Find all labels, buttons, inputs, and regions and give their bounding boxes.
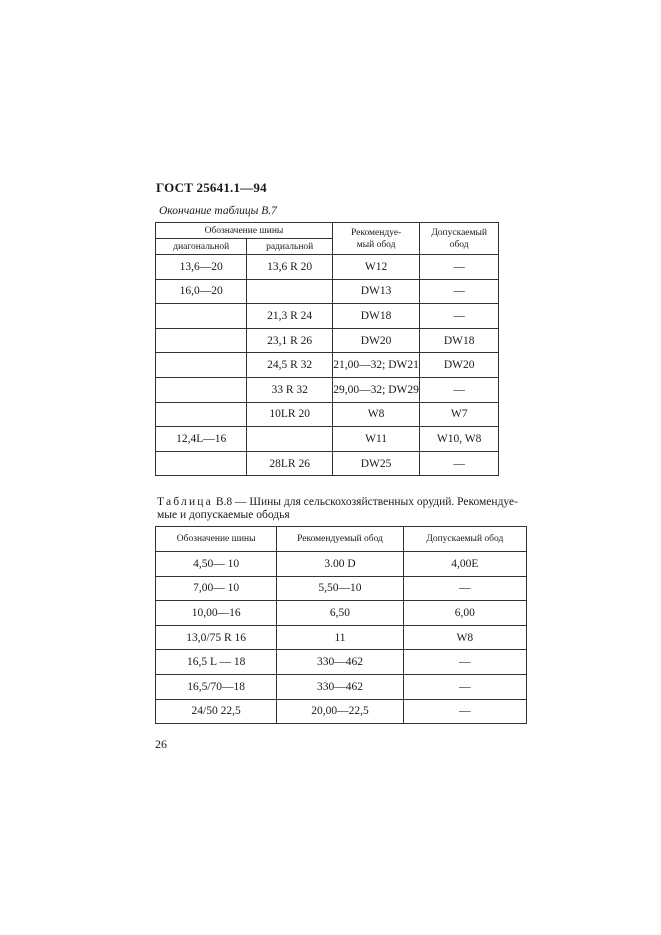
cell-recommended: 5,50—10 bbox=[277, 576, 403, 601]
cell-diagonal bbox=[156, 328, 247, 353]
cell-radial: 23,1 R 26 bbox=[247, 328, 332, 353]
cell-permitted: 4,00E bbox=[403, 552, 526, 577]
cell-permitted: DW18 bbox=[420, 328, 499, 353]
table2-caption-line2: мые и допускаемые ободья bbox=[157, 509, 290, 521]
cell-recommended: 11 bbox=[277, 625, 403, 650]
header-radial: радиальной bbox=[247, 239, 332, 255]
cell-recommended: 21,00—32; DW21 bbox=[332, 353, 419, 378]
table-row bbox=[156, 377, 499, 402]
cell-diagonal: 16,0—20 bbox=[156, 279, 247, 304]
table-row bbox=[156, 279, 499, 304]
cell-diagonal bbox=[156, 304, 247, 329]
table-row bbox=[156, 328, 499, 353]
cell-recommended: DW13 bbox=[332, 279, 419, 304]
table2-caption-label: Таблица bbox=[157, 496, 213, 508]
cell-radial: 24,5 R 32 bbox=[247, 353, 332, 378]
cell-permitted: W10, W8 bbox=[420, 427, 499, 452]
cell-radial: 28LR 26 bbox=[247, 451, 332, 476]
cell-tire: 10,00—16 bbox=[156, 601, 277, 626]
table-row bbox=[156, 576, 527, 601]
cell-permitted: — bbox=[403, 650, 526, 675]
table2-caption-text: В.8 — Шины для сельскохозяйственных орудий. Рекомендуе- bbox=[215, 496, 518, 508]
table-row bbox=[156, 353, 499, 378]
cell-permitted: — bbox=[403, 576, 526, 601]
cell-permitted: — bbox=[420, 255, 499, 280]
document-header: ГОСТ 25641.1—94 bbox=[156, 180, 267, 195]
table-b8 bbox=[155, 526, 527, 724]
cell-permitted: 6,00 bbox=[403, 601, 526, 626]
cell-diagonal: 13,6—20 bbox=[156, 255, 247, 280]
cell-recommended: W8 bbox=[332, 402, 419, 427]
cell-permitted: DW20 bbox=[420, 353, 499, 378]
cell-diagonal bbox=[156, 451, 247, 476]
table-row bbox=[156, 304, 499, 329]
cell-permitted: W8 bbox=[403, 625, 526, 650]
cell-permitted: — bbox=[403, 699, 526, 724]
cell-recommended: 330—462 bbox=[277, 650, 403, 675]
table2-caption bbox=[157, 496, 539, 522]
cell-tire: 16,5 L — 18 bbox=[156, 650, 277, 675]
header-diagonal: диагональной bbox=[156, 239, 247, 255]
cell-tire: 24/50 22,5 bbox=[156, 699, 277, 724]
cell-permitted: — bbox=[420, 279, 499, 304]
cell-radial: 33 R 32 bbox=[247, 377, 332, 402]
cell-radial: 13,6 R 20 bbox=[247, 255, 332, 280]
table-row bbox=[156, 451, 499, 476]
cell-permitted: — bbox=[403, 674, 526, 699]
header-recommended-rim: Рекомендуемый обод bbox=[277, 527, 403, 552]
table-b7-end bbox=[155, 222, 499, 476]
cell-recommended: W12 bbox=[332, 255, 419, 280]
cell-recommended: W11 bbox=[332, 427, 419, 452]
header-tire-designation: Обозначение шины bbox=[156, 527, 277, 552]
table1-caption: Окончание таблицы В.7 bbox=[159, 205, 277, 217]
cell-tire: 16,5/70—18 bbox=[156, 674, 277, 699]
cell-tire: 7,00— 10 bbox=[156, 576, 277, 601]
header-permitted-rim: Допускаемый обод bbox=[403, 527, 526, 552]
table-row bbox=[156, 674, 527, 699]
table-row bbox=[156, 699, 527, 724]
page-number: 26 bbox=[155, 737, 167, 751]
cell-permitted: — bbox=[420, 304, 499, 329]
cell-tire: 4,50— 10 bbox=[156, 552, 277, 577]
cell-radial bbox=[247, 427, 332, 452]
table-row bbox=[156, 601, 527, 626]
table-row bbox=[156, 625, 527, 650]
cell-recommended: 29,00—32; DW29 bbox=[332, 377, 419, 402]
cell-radial: 21,3 R 24 bbox=[247, 304, 332, 329]
table-row bbox=[156, 402, 499, 427]
cell-tire: 13,0/75 R 16 bbox=[156, 625, 277, 650]
table-row bbox=[156, 650, 527, 675]
table-row bbox=[156, 427, 499, 452]
cell-diagonal bbox=[156, 402, 247, 427]
cell-permitted: — bbox=[420, 377, 499, 402]
cell-permitted: — bbox=[420, 451, 499, 476]
cell-recommended: DW18 bbox=[332, 304, 419, 329]
cell-radial: 10LR 20 bbox=[247, 402, 332, 427]
header-recommended-rim: Рекомендуе- мый обод bbox=[332, 223, 419, 255]
header-permitted-rim: Допускаемый обод bbox=[420, 223, 499, 255]
header-tire-designation: Обозначение шины bbox=[156, 223, 333, 239]
cell-permitted: W7 bbox=[420, 402, 499, 427]
table-row bbox=[156, 552, 527, 577]
cell-recommended: DW20 bbox=[332, 328, 419, 353]
cell-diagonal bbox=[156, 377, 247, 402]
cell-recommended: 3.00 D bbox=[277, 552, 403, 577]
cell-recommended: 330—462 bbox=[277, 674, 403, 699]
table-row bbox=[156, 255, 499, 280]
cell-recommended: 20,00—22,5 bbox=[277, 699, 403, 724]
cell-radial bbox=[247, 279, 332, 304]
cell-recommended: 6,50 bbox=[277, 601, 403, 626]
cell-diagonal: 12,4L—16 bbox=[156, 427, 247, 452]
cell-recommended: DW25 bbox=[332, 451, 419, 476]
cell-diagonal bbox=[156, 353, 247, 378]
